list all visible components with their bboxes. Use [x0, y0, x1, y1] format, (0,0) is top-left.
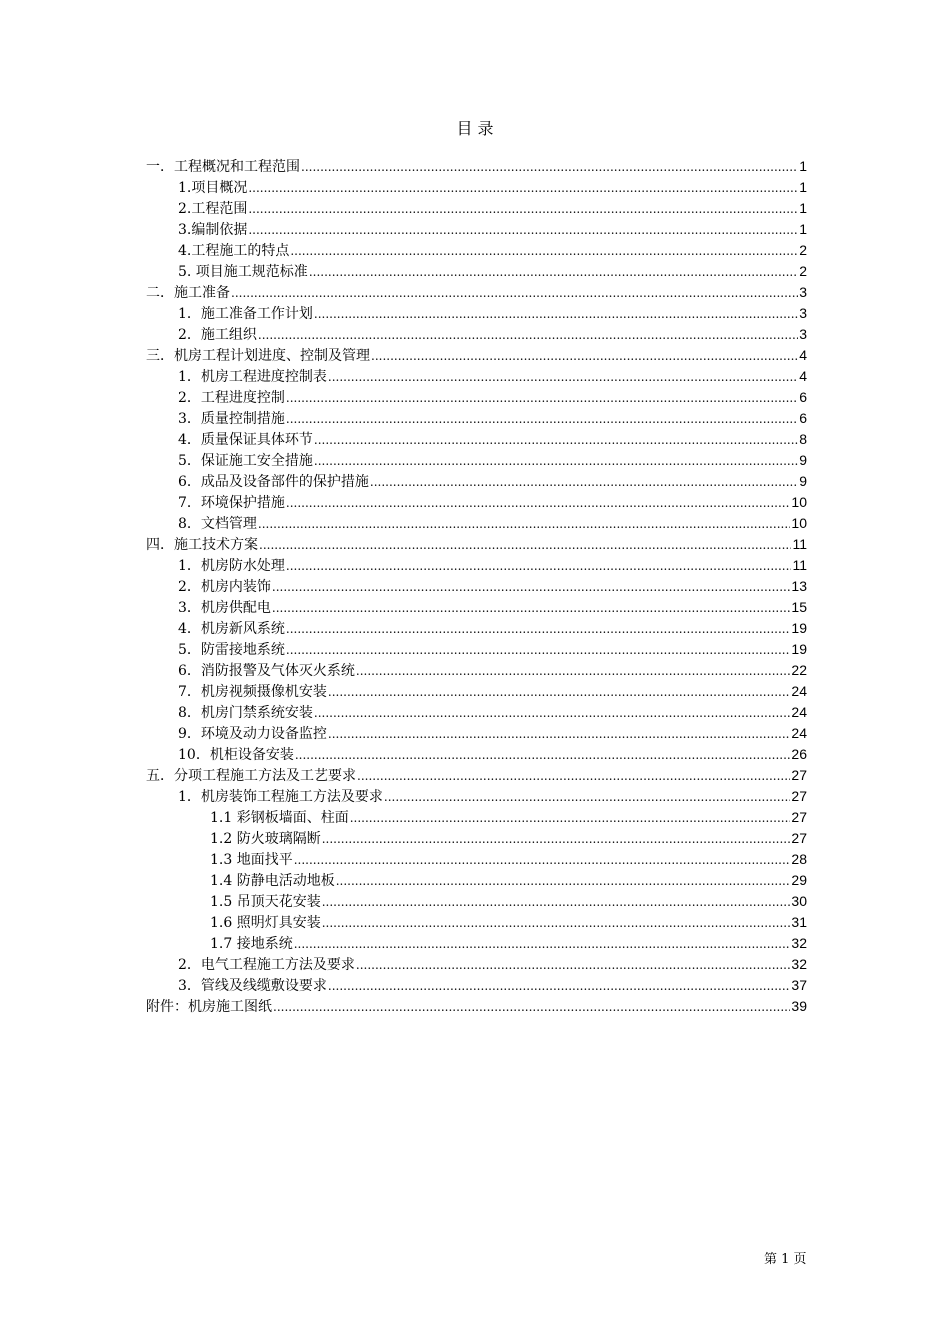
toc-entry-label: 3．管线及线缆敷设要求	[178, 978, 327, 994]
toc-entry-label: 4．质量保证具体环节	[178, 432, 313, 448]
toc-entry-label: 6．成品及设备部件的保护措施	[178, 474, 369, 490]
toc-dot-leader	[356, 955, 791, 976]
toc-dot-leader	[248, 178, 798, 199]
toc-entry-page-number: 1	[799, 179, 807, 195]
toc-entry-page-number: 6	[799, 410, 807, 426]
toc-entry-page-number: 19	[791, 641, 807, 657]
toc-dot-leader	[258, 514, 791, 535]
toc-entry-label: 1.2 防火玻璃隔断	[210, 831, 321, 847]
toc-entry-page-number: 24	[791, 725, 807, 741]
toc-entry-page-number: 2	[799, 263, 807, 279]
toc-entry-label: 1.4 防静电活动地板	[210, 873, 335, 889]
toc-entry[interactable]	[146, 723, 807, 744]
toc-entry-label: 5. 项目施工规范标准	[178, 264, 308, 280]
toc-entry-label: 5．防雷接地系统	[178, 642, 285, 658]
toc-entry-page-number: 4	[799, 368, 807, 384]
toc-entry-page-number: 27	[791, 809, 807, 825]
toc-entry-page-number: 1	[799, 221, 807, 237]
toc-entry[interactable]	[146, 345, 807, 366]
toc-entry[interactable]	[146, 387, 807, 408]
toc-dot-leader	[357, 766, 790, 787]
page-number-footer: 第 1 页	[764, 1252, 807, 1267]
toc-entry-label: 三．机房工程计划进度、控制及管理	[146, 348, 370, 364]
toc-entry-label: 2．施工组织	[178, 327, 257, 343]
toc-entry-label: 10．机柜设备安装	[178, 747, 294, 763]
toc-entry-label: 1.7 接地系统	[210, 936, 293, 952]
page-title: 目 录	[456, 119, 494, 138]
toc-entry-label: 7．环境保护措施	[178, 495, 285, 511]
toc-entry-page-number: 1	[799, 158, 807, 174]
toc-entry-label: 2．工程进度控制	[178, 390, 285, 406]
toc-entry[interactable]	[146, 891, 807, 912]
toc-dot-leader	[286, 388, 798, 409]
toc-entry-page-number: 37	[791, 977, 807, 993]
toc-entry-page-number: 27	[791, 767, 807, 783]
toc-entry[interactable]	[146, 681, 807, 702]
toc-entry-page-number: 1	[799, 200, 807, 216]
toc-dot-leader	[286, 409, 798, 430]
toc-entry-label: 9．环境及动力设备监控	[178, 726, 327, 742]
toc-entry-page-number: 6	[799, 389, 807, 405]
toc-entry-label: 1.6 照明灯具安装	[210, 915, 321, 931]
toc-entry[interactable]	[146, 765, 807, 786]
toc-entry-label: 2.工程范围	[178, 201, 248, 217]
toc-entry-page-number: 24	[791, 683, 807, 699]
toc-entry-label: 1.3 地面找平	[210, 852, 293, 868]
toc-entry-label: 3.编制依据	[178, 222, 248, 238]
toc-entry-page-number: 9	[799, 452, 807, 468]
toc-entry[interactable]	[146, 807, 807, 828]
toc-entry-page-number: 22	[791, 662, 807, 678]
toc-entry-page-number: 32	[791, 956, 807, 972]
toc-entry-label: 8．机房门禁系统安装	[178, 705, 313, 721]
table-of-contents	[146, 156, 807, 1017]
toc-entry[interactable]	[146, 870, 807, 891]
toc-entry-page-number: 31	[791, 914, 807, 930]
toc-entry-page-number: 39	[791, 998, 807, 1014]
toc-entry-label: 2．电气工程施工方法及要求	[178, 957, 355, 973]
toc-dot-leader	[248, 220, 798, 241]
toc-entry-label: 7．机房视频摄像机安装	[178, 684, 327, 700]
toc-dot-leader	[384, 787, 791, 808]
toc-entry[interactable]	[146, 786, 807, 807]
toc-dot-leader	[371, 346, 798, 367]
toc-entry[interactable]	[146, 219, 807, 240]
toc-entry-label: 四．施工技术方案	[146, 537, 258, 553]
toc-dot-leader	[286, 640, 791, 661]
toc-entry[interactable]	[146, 240, 807, 261]
toc-entry[interactable]	[146, 303, 807, 324]
toc-entry-label: 五．分项工程施工方法及工艺要求	[146, 768, 356, 784]
toc-entry-page-number: 2	[799, 242, 807, 258]
toc-entry-label: 6．消防报警及气体灭火系统	[178, 663, 355, 679]
toc-entry-page-number: 27	[791, 788, 807, 804]
toc-entry-page-number: 15	[791, 599, 807, 615]
toc-dot-leader	[328, 976, 791, 997]
toc-dot-leader	[322, 892, 791, 913]
toc-entry[interactable]	[146, 744, 807, 765]
toc-entry[interactable]	[146, 408, 807, 429]
toc-entry-page-number: 32	[791, 935, 807, 951]
toc-entry-page-number: 11	[792, 557, 807, 573]
toc-dot-leader	[301, 157, 798, 178]
toc-dot-leader	[314, 304, 798, 325]
toc-entry[interactable]	[146, 954, 807, 975]
toc-dot-leader	[356, 661, 791, 682]
toc-entry-label: 附件：机房施工图纸	[146, 999, 272, 1015]
toc-dot-leader	[272, 577, 791, 598]
toc-entry-label: 1．施工准备工作计划	[178, 306, 313, 322]
toc-dot-leader	[328, 367, 798, 388]
toc-entry-page-number: 29	[791, 872, 807, 888]
toc-entry[interactable]	[146, 513, 807, 534]
toc-entry[interactable]	[146, 618, 807, 639]
toc-entry-label: 5．保证施工安全措施	[178, 453, 313, 469]
toc-dot-leader	[290, 241, 798, 262]
toc-entry-page-number: 19	[791, 620, 807, 636]
toc-entry-label: 1．机房装饰工程施工方法及要求	[178, 789, 383, 805]
toc-entry[interactable]	[146, 555, 807, 576]
toc-dot-leader	[336, 871, 791, 892]
toc-entry-page-number: 3	[799, 284, 807, 300]
toc-entry[interactable]	[146, 471, 807, 492]
toc-entry[interactable]	[146, 996, 807, 1017]
toc-dot-leader	[286, 619, 791, 640]
toc-entry-label: 1.项目概况	[178, 180, 248, 196]
toc-entry[interactable]	[146, 660, 807, 681]
toc-entry[interactable]	[146, 429, 807, 450]
toc-entry-page-number: 3	[799, 326, 807, 342]
toc-entry-label: 一．工程概况和工程范围	[146, 159, 300, 175]
toc-entry-label: 二．施工准备	[146, 285, 230, 301]
toc-entry-label: 8．文档管理	[178, 516, 257, 532]
toc-entry[interactable]	[146, 597, 807, 618]
toc-entry-label: 4.工程施工的特点	[178, 243, 290, 259]
toc-entry[interactable]	[146, 156, 807, 177]
toc-entry[interactable]	[146, 639, 807, 660]
toc-entry[interactable]	[146, 282, 807, 303]
toc-entry[interactable]	[146, 702, 807, 723]
toc-entry-label: 2．机房内装饰	[178, 579, 271, 595]
toc-dot-leader	[328, 724, 791, 745]
toc-entry-label: 1．机房工程进度控制表	[178, 369, 327, 385]
toc-entry[interactable]	[146, 261, 807, 282]
toc-entry[interactable]	[146, 492, 807, 513]
toc-entry-page-number: 4	[799, 347, 807, 363]
toc-dot-leader	[309, 262, 798, 283]
toc-entry[interactable]	[146, 450, 807, 471]
toc-dot-leader	[322, 913, 791, 934]
toc-entry[interactable]	[146, 324, 807, 345]
toc-dot-leader	[314, 451, 798, 472]
toc-dot-leader	[294, 850, 791, 871]
toc-dot-leader	[273, 997, 790, 1018]
toc-dot-leader	[370, 472, 798, 493]
toc-dot-leader	[314, 703, 791, 724]
toc-dot-leader	[286, 556, 792, 577]
toc-entry-page-number: 24	[791, 704, 807, 720]
toc-entry-page-number: 13	[791, 578, 807, 594]
toc-entry-label: 3．质量控制措施	[178, 411, 285, 427]
toc-entry[interactable]	[146, 534, 807, 555]
toc-dot-leader	[272, 598, 791, 619]
toc-entry-page-number: 3	[799, 305, 807, 321]
toc-entry-page-number: 11	[792, 536, 807, 552]
toc-dot-leader	[295, 745, 791, 766]
toc-entry-label: 1．机房防水处理	[178, 558, 285, 574]
toc-dot-leader	[294, 934, 791, 955]
toc-entry[interactable]	[146, 366, 807, 387]
toc-entry-label: 1.5 吊顶天花安装	[210, 894, 321, 910]
toc-entry[interactable]	[146, 177, 807, 198]
toc-entry[interactable]	[146, 933, 807, 954]
toc-entry-page-number: 9	[799, 473, 807, 489]
toc-entry-label: 3．机房供配电	[178, 600, 271, 616]
toc-dot-leader	[286, 493, 791, 514]
toc-dot-leader	[328, 682, 791, 703]
toc-entry-page-number: 10	[791, 494, 807, 510]
toc-entry-page-number: 27	[791, 830, 807, 846]
toc-dot-leader	[350, 808, 791, 829]
toc-entry[interactable]	[146, 849, 807, 870]
toc-entry-page-number: 10	[791, 515, 807, 531]
toc-dot-leader	[231, 283, 798, 304]
toc-dot-leader	[258, 325, 798, 346]
toc-entry[interactable]	[146, 198, 807, 219]
toc-entry-page-number: 30	[791, 893, 807, 909]
toc-entry-label: 1.1 彩钢板墙面、柱面	[210, 810, 349, 826]
toc-entry[interactable]	[146, 975, 807, 996]
toc-entry-label: 4．机房新风系统	[178, 621, 285, 637]
toc-dot-leader	[248, 199, 798, 220]
toc-entry[interactable]	[146, 912, 807, 933]
toc-entry[interactable]	[146, 576, 807, 597]
toc-entry[interactable]	[146, 828, 807, 849]
toc-entry-page-number: 26	[791, 746, 807, 762]
toc-dot-leader	[322, 829, 791, 850]
toc-entry-page-number: 8	[799, 431, 807, 447]
toc-dot-leader	[259, 535, 791, 556]
toc-dot-leader	[314, 430, 798, 451]
toc-entry-page-number: 28	[791, 851, 807, 867]
